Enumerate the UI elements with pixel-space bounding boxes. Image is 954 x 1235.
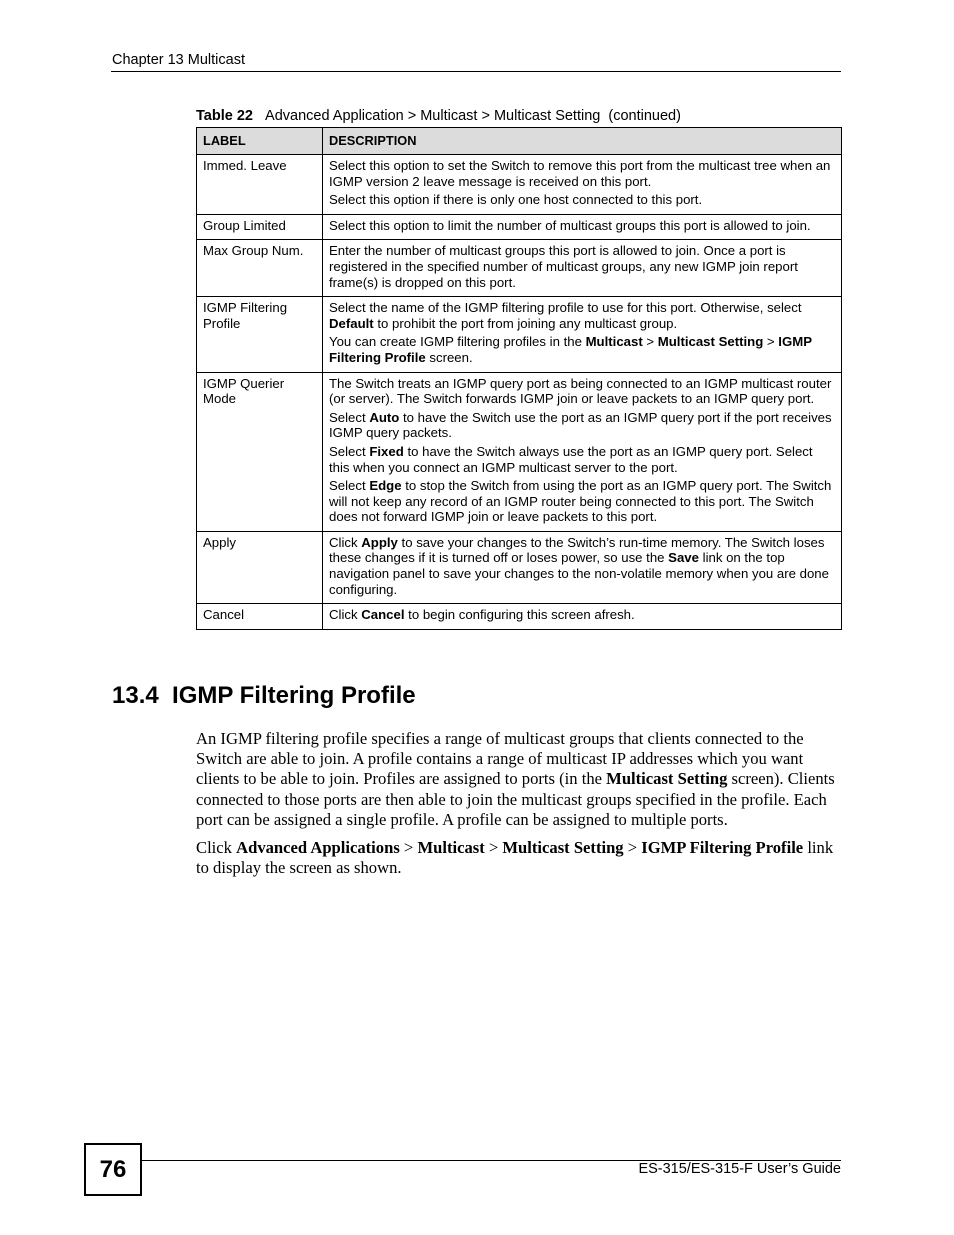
column-header-label: LABEL xyxy=(197,128,323,155)
row-description xyxy=(323,372,842,531)
description-paragraph: The Switch treats an IGMP query port as being connected to an IGMP multicast router (or server). The Switch forwards IGMP join or leave packets to an IGMP query port. xyxy=(329,375,832,407)
description-paragraph: Select this option if there is only one host connected to this port. xyxy=(329,192,703,208)
table-number: Table 22 xyxy=(196,108,253,124)
column-header-description: DESCRIPTION xyxy=(323,128,842,155)
chapter-header: Chapter 13 Multicast xyxy=(112,52,245,68)
settings-table xyxy=(196,127,842,630)
row-label: Apply xyxy=(197,531,323,603)
row-description xyxy=(323,214,842,240)
row-description xyxy=(323,604,842,630)
table-row xyxy=(197,240,842,297)
row-label: Immed. Leave xyxy=(197,155,323,215)
description-paragraph: Select Auto to have the Switch use the port as an IGMP query port if the port receives IGMP query packets. xyxy=(329,409,832,441)
table-row xyxy=(197,604,842,630)
body-paragraph: Click Advanced Applications > Multicast > Multicast Setting > IGMP Filtering Profile link to display the screen as shown. xyxy=(196,838,834,878)
description-paragraph: Select the name of the IGMP filtering profile to use for this port. Otherwise, select Default to prohibit the port from joining any multicast group. xyxy=(329,300,802,331)
table-row xyxy=(197,297,842,372)
row-label: IGMP Filtering Profile xyxy=(197,297,323,372)
header-rule xyxy=(111,71,841,72)
table-caption-text: Advanced Application > Multicast > Multicast Setting (continued) xyxy=(265,108,681,124)
description-paragraph: Click Cancel to begin configuring this screen afresh. xyxy=(329,607,635,623)
row-description xyxy=(323,297,842,372)
body-paragraph: An IGMP filtering profile specifies a range of multicast groups that clients connected to the Switch are able to join. A profile contains a range of multicast IP addresses which you want clients to be able to join. Profiles are assigned to ports (in the Multicast Setting screen). Clients connected to those ports are then able to join the multicast groups specified in the profile. Each port can be assigned a single profile. A profile can be assigned to multiple ports. xyxy=(196,729,835,829)
guide-title: ES-315/ES-315-F User’s Guide xyxy=(638,1161,841,1177)
row-label: Cancel xyxy=(197,604,323,630)
row-label: Max Group Num. xyxy=(197,240,323,297)
page-number: 76 xyxy=(84,1143,142,1196)
description-paragraph: You can create IGMP filtering profiles in the Multicast > Multicast Setting > IGMP Filtering Profile screen. xyxy=(329,334,812,365)
description-paragraph: Select this option to limit the number of multicast groups this port is allowed to join. xyxy=(329,217,811,233)
description-paragraph: Enter the number of multicast groups this port is allowed to join. Once a port is registered in the specified number of multicast groups, any new IGMP join report frame(s) is dropped on this port. xyxy=(329,243,798,290)
row-description xyxy=(323,240,842,297)
description-paragraph: Select this option to set the Switch to remove this port from the multicast tree when an IGMP version 2 leave message is received on this port. xyxy=(329,158,831,189)
row-description xyxy=(323,531,842,603)
table-row xyxy=(197,372,842,531)
description-paragraph: Select Edge to stop the Switch from using the port as an IGMP query port. The Switch will not keep any record of an IGMP router being connected to this port. The Switch does not forward IGMP join or leave packets to this port. xyxy=(329,478,832,525)
description-paragraph: Select Fixed to have the Switch always use the port as an IGMP query port. Select this when you connect an IGMP multicast server to the port. xyxy=(329,443,813,475)
row-label: Group Limited xyxy=(197,214,323,240)
table-row xyxy=(197,531,842,603)
table-row xyxy=(197,155,842,215)
section-title: 13.4 IGMP Filtering Profile xyxy=(112,682,416,709)
description-paragraph: Click Apply to save your changes to the Switch’s run-time memory. The Switch loses these changes if it is turned off or loses power, so use the Save link on the top navigation panel to save your changes to the non-volatile memory when you are done configuring. xyxy=(329,534,829,597)
row-label: IGMP Querier Mode xyxy=(197,372,323,531)
table-caption xyxy=(196,108,681,124)
row-description xyxy=(323,155,842,215)
table-header-row xyxy=(197,128,842,155)
table-row xyxy=(197,214,842,240)
